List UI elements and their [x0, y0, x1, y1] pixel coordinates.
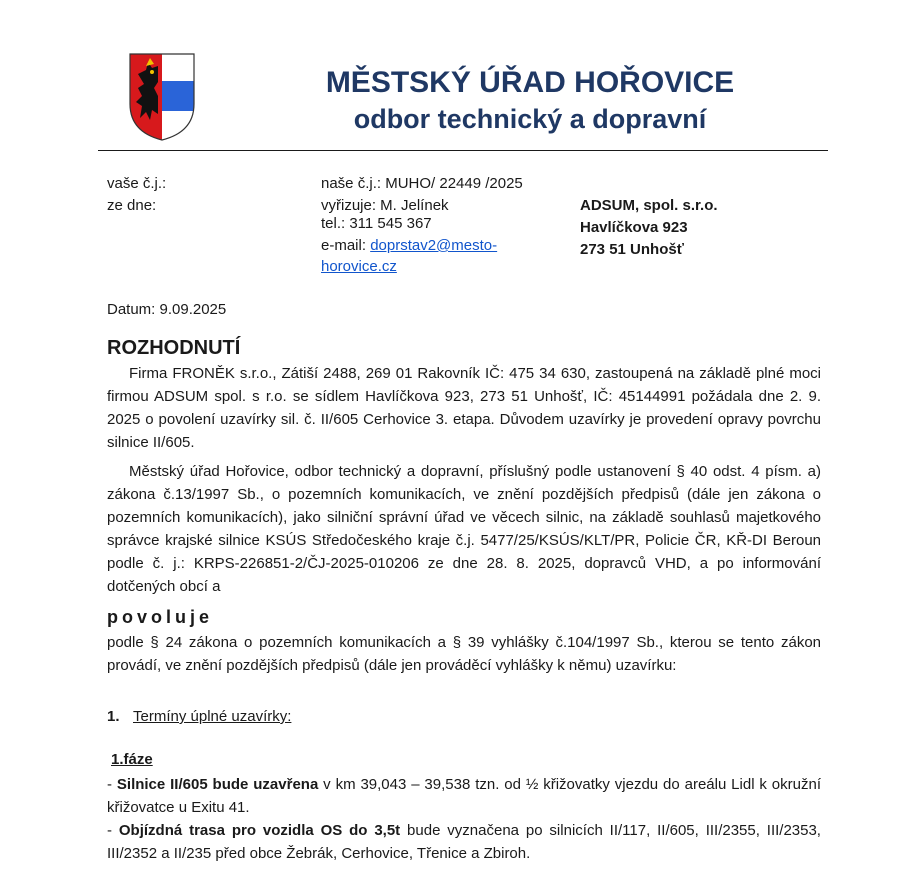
email-link-cont[interactable]: horovice.cz [321, 258, 397, 275]
office-title: MĚSTSKÝ ÚŘAD HOŘOVICE [325, 66, 735, 99]
our-ref: naše č.j.: MUHO/ 22449 /2025 [321, 175, 523, 192]
recipient-street: Havlíčkova 923 [580, 219, 688, 236]
paragraph-authority: Městský úřad Hořovice, odbor technický a dopravní, příslušný podle ustanovení § 40 odst. 4 písm. a) zákona č.13/1997 Sb., o pozemních komunikacích, ve znění pozdějších předpisů (dále jen zákona o pozemních komunikacích), jako silniční správní úřad ve věcech silnic, na základě souhlasů majetkového správce krajské silnice KSÚS Středočeského kraje č.j. 5477/25/KSÚS/KLT/PR, Policie ČR, KŘ-DI Beroun podle č. j.: KRPS-226851-2/ČJ-2025-010206 ze dne 28. 8. 2025, dopravců VHD, a po informování dotčených obcí a [107, 463, 821, 595]
detour-item-bold: Objízdná trasa pro vozidla OS do 3,5t [118, 822, 401, 839]
section-number: 1. [107, 708, 120, 725]
detour-item: - Objízdná trasa pro vozidla OS do 3,5t bude vyznačena po silnicích II/117, II/605, III/2355, III/2353, III/2352 a II/235 před obce Žebrák, Cerhovice, Třenice a Zbiroh. [107, 822, 821, 862]
decision-heading: ROZHODNUTÍ [107, 337, 241, 359]
section-1-heading [107, 708, 291, 725]
email-link[interactable]: doprstav2@mesto- [370, 237, 498, 254]
paragraph-request: Firma FRONĚK s.r.o., Zátiší 2488, 269 01 Rakovník IČ: 475 34 630, zastoupená na základě plné moci firmou ADSUM spol. s r.o. se sídlem Havlíčkova 923, 273 51 Unhošť, IČ: 45144991 požádala dne 2. 9. 2025 o povolení uzavírky sil. č. II/605 Cerhovice 3. etapa. Důvodem uzavírky je provedení opravy povrchu silnice II/605. [107, 365, 821, 451]
closure-item: - Silnice II/605 bude uzavřena v km 39,043 – 39,538 tzn. od ½ křižovatky vjezdu do areálu Lidl k okružní křižovatce u Exitu 41. [107, 776, 821, 816]
department-title: odbor technický a dopravní [353, 104, 707, 134]
header-divider [98, 150, 828, 151]
decision-word: povoluje [107, 607, 214, 627]
document-date: Datum: 9.09.2025 [107, 301, 227, 318]
coat-of-arms-icon [128, 52, 196, 142]
email-label: e-mail: [321, 237, 371, 254]
phase-heading: 1.fáze [111, 751, 153, 768]
closure-item-bold: Silnice II/605 bude uzavřena [116, 776, 319, 793]
phone: tel.: 311 545 367 [321, 215, 432, 232]
recipient-city: 273 51 Unhošť [580, 241, 684, 258]
handled-by: vyřizuje: M. Jelínek [321, 197, 449, 214]
date-label: ze dne: [107, 197, 157, 214]
recipient-name: ADSUM, spol. s.r.o. [580, 197, 718, 214]
email-line [321, 235, 497, 257]
email-line-2 [321, 256, 397, 278]
section-label: Termíny úplné uzavírky: [133, 708, 292, 725]
decision-text: podle § 24 zákona o pozemních komunikacích a § 39 vyhlášky č.104/1997 Sb., kterou se tento zákon provádí, ve znění pozdějších předpisů (dále jen prováděcí vyhlášky k němu) uzavírku: [107, 634, 821, 674]
your-ref-label: vaše č.j.: [107, 175, 167, 192]
